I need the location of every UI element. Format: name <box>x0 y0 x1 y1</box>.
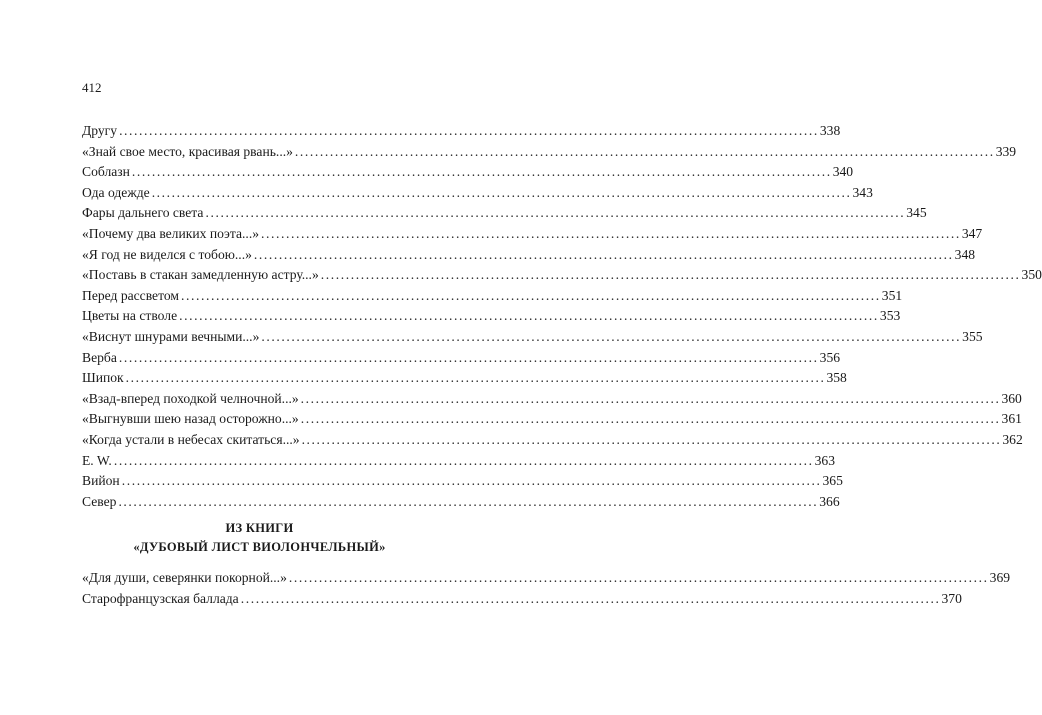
toc-page-number: 350 <box>1021 267 1042 283</box>
toc-page-number: 363 <box>814 452 836 468</box>
toc-page-number: 362 <box>1002 431 1023 447</box>
toc-title: Верба <box>82 349 117 365</box>
toc-entry <box>82 348 841 369</box>
dot-leader: ............................................................................................................................................ <box>294 143 995 159</box>
toc-title: «Почему два великих поэта...» <box>82 225 260 241</box>
toc-entry <box>82 224 983 245</box>
toc-title: Шипок <box>82 370 124 386</box>
toc-title: «Поставь в стакан замедленную астру...» <box>82 267 319 283</box>
toc-page-number: 366 <box>819 493 840 509</box>
dot-leader: ............................................................................................................................................ <box>118 493 819 509</box>
toc-title: «Выгнувши шею назад осторожно...» <box>82 411 299 427</box>
toc-title: Ода одежде <box>82 184 150 200</box>
dot-leader: ............................................................................................................................................ <box>125 370 826 386</box>
toc-page-number: 358 <box>826 370 847 386</box>
toc-title: Север <box>82 493 117 509</box>
dot-leader: ............................................................................................................................................ <box>288 570 989 585</box>
toc-entry <box>82 492 840 513</box>
toc-page-number: 347 <box>961 225 983 241</box>
toc-entry <box>82 203 927 224</box>
dot-leader: ............................................................................................................................................ <box>253 246 954 262</box>
toc-entry <box>82 183 873 204</box>
dot-leader: ............................................................................................................................................ <box>261 328 962 344</box>
toc-title: «Для души, северянки покорной...» <box>82 570 287 585</box>
dot-leader: ............................................................................................................................................ <box>119 123 819 138</box>
toc-entry <box>82 327 983 348</box>
toc-title: «Взад-вперед походкой челночной...» <box>82 390 299 406</box>
page-number: 412 <box>82 80 102 95</box>
toc-entry <box>82 286 903 307</box>
toc-title: Фары дальнего света <box>82 205 204 221</box>
toc-title: Вийон <box>82 473 120 489</box>
table-of-contents-section <box>82 568 1011 609</box>
toc-entry <box>82 451 836 472</box>
toc-entry <box>82 162 854 183</box>
dot-leader: ............................................................................................................................................ <box>131 164 832 180</box>
toc-entry <box>82 368 847 389</box>
dot-leader: ............................................................................................................................................ <box>320 267 1021 283</box>
toc-page-number: 360 <box>1001 390 1022 406</box>
toc-page-number: 340 <box>832 164 854 180</box>
toc-page-number: 351 <box>881 287 903 303</box>
toc-title: «Когда устали в небесах скитаться...» <box>82 431 300 447</box>
toc-entry <box>82 471 843 492</box>
dot-leader: ............................................................................................................................................ <box>300 390 1001 406</box>
toc-title: Другу <box>82 123 118 138</box>
toc-title: E. W. <box>82 452 112 468</box>
toc-entry <box>82 142 1017 163</box>
dot-leader: ............................................................................................................................................ <box>113 452 814 468</box>
toc-title: Старофранцузская баллада <box>82 590 239 606</box>
toc-title: «Виснут шнурами вечными...» <box>82 328 260 344</box>
toc-page-number: 339 <box>995 143 1017 159</box>
toc-page-number: 370 <box>941 590 962 606</box>
toc-page-number: 353 <box>879 308 901 324</box>
toc-title: «Я год не виделся с тобою...» <box>82 246 252 262</box>
toc-entry <box>82 430 1023 451</box>
toc-title: Перед рассветом <box>82 287 179 303</box>
section-heading-line2: «ДУБОВЫЙ ЛИСТ ВИОЛОНЧЕЛЬНЫЙ» <box>133 540 386 554</box>
toc-page-number: 361 <box>1001 411 1022 427</box>
toc-entry <box>82 245 976 266</box>
dot-leader: ............................................................................................................................................ <box>151 184 852 200</box>
dot-leader: ............................................................................................................................................ <box>121 473 822 489</box>
section-heading-line1: ИЗ КНИГИ <box>225 521 294 535</box>
toc-entry <box>82 121 841 142</box>
dot-leader: ............................................................................................................................................ <box>179 308 879 324</box>
dot-leader: ............................................................................................................................................ <box>118 349 819 365</box>
dot-leader: ............................................................................................................................................ <box>300 411 1001 427</box>
toc-page-number: 355 <box>962 328 983 344</box>
toc-entry <box>82 306 901 327</box>
toc-entry <box>82 389 1022 410</box>
section-heading <box>82 519 437 557</box>
toc-page-number: 356 <box>819 349 841 365</box>
toc-entry <box>82 409 1022 430</box>
toc-title: Соблазн <box>82 164 130 180</box>
dot-leader: ............................................................................................................................................ <box>181 287 881 303</box>
dot-leader: ............................................................................................................................................ <box>240 590 941 606</box>
toc-entry <box>82 265 1042 286</box>
dot-leader: ............................................................................................................................................ <box>205 205 906 221</box>
toc-title: «Знай свое место, красивая рвань...» <box>82 143 293 159</box>
toc-page-number: 369 <box>989 570 1011 585</box>
toc-title: Цветы на стволе <box>82 308 178 324</box>
table-of-contents <box>82 121 1042 512</box>
toc-entry <box>82 589 962 610</box>
toc-page-number: 365 <box>822 473 843 489</box>
toc-page-number: 345 <box>906 205 927 221</box>
toc-page-number: 343 <box>852 184 873 200</box>
toc-page-number: 348 <box>954 246 976 262</box>
dot-leader: ............................................................................................................................................ <box>261 225 961 241</box>
toc-page-number: 338 <box>819 123 841 138</box>
dot-leader: ............................................................................................................................................ <box>301 431 1002 447</box>
toc-entry <box>82 568 1011 589</box>
